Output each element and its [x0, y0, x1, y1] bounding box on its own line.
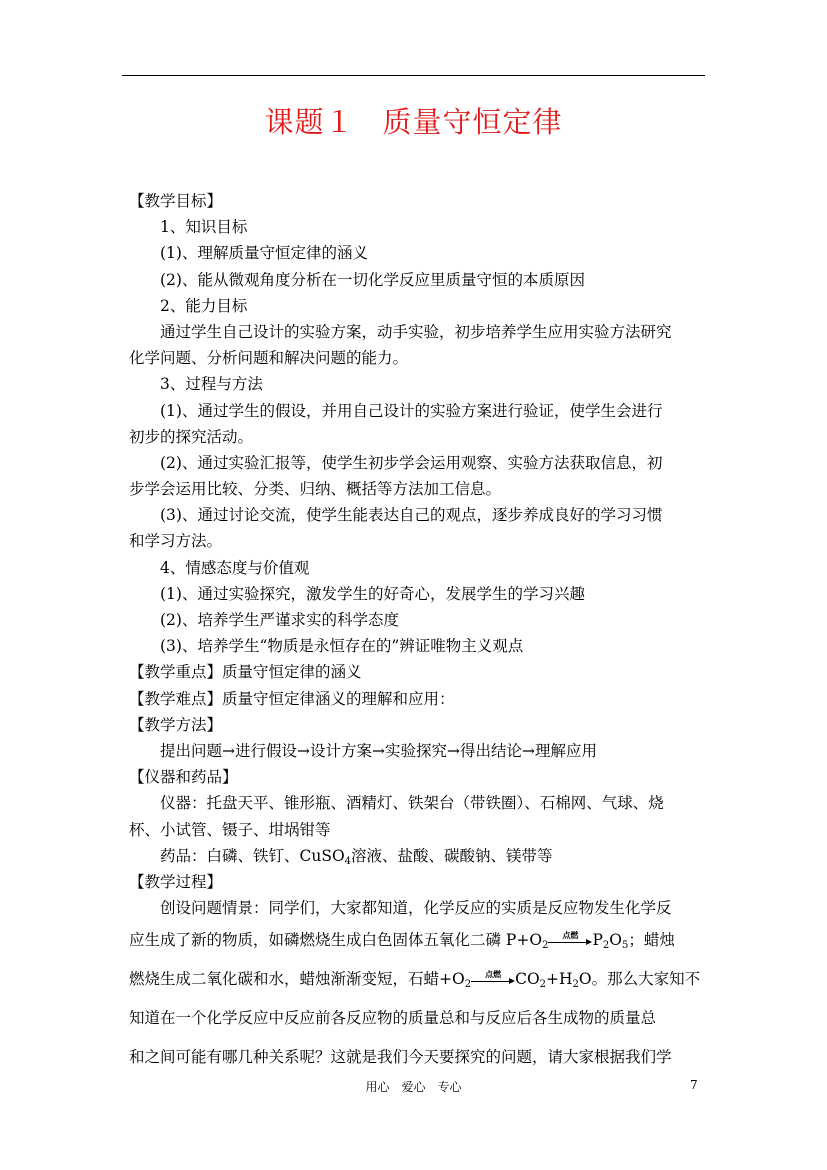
equation-line-paraffin: 燃烧生成二氧化碳和水，蜡烛渐渐变短，石蜡$+O_2$ 点燃 $CO_2+H_2O$。那么大家知不 [129, 969, 701, 991]
subsection-heading: 4、情感态度与价值观 [160, 558, 310, 577]
list-item: (2)、培养学生严谨求实的科学态度 [160, 611, 399, 629]
subsection-heading: 2、能力目标 [160, 296, 248, 315]
header-rule [122, 75, 705, 76]
footer-slogan: 用心 爱心 专心 [365, 1080, 462, 1094]
paragraph-line: 和之间可能有哪几种关系呢？这就是我们今天要探究的问题，请大家根据我们学 [129, 1048, 672, 1067]
list-item: (1)、通过学生的假设，并用自己设计的实验方案进行验证，使学生会进行 [160, 401, 663, 420]
document-body [129, 188, 709, 1077]
section-heading: 【教学目标】 [129, 192, 223, 210]
reagents-line: 药品：白磷、铁钉、CuSO$_4$溶液、盐酸、碳酸钠、镁带等 [160, 846, 553, 867]
page-number: 7 [690, 1078, 698, 1092]
list-item: (3)、培养学生“物质是永恒存在的”辨证唯物主义观点 [160, 637, 524, 656]
subsection-heading: 3、过程与方法 [160, 375, 263, 394]
paragraph-line: 通过学生自己设计的实验方案，动手实验，初步培养学生应用实验方法研究 [160, 322, 672, 341]
paragraph-line: 步学会运用比较、分类、归纳、概括等方法加工信息。 [129, 480, 502, 499]
paragraph-line: 初步的探究活动。 [129, 427, 254, 446]
paragraph-line: 创设问题情景：同学们，大家都知道，化学反应的实质是反应物发生化学反 [160, 899, 672, 918]
list-item: (3)、通过讨论交流，使学生能表达自己的观点，逐步养成良好的学习习惯 [160, 506, 663, 525]
list-item: (1)、理解质量守恒定律的涵义 [160, 244, 368, 263]
paragraph-line: 化学问题、分析问题和解决问题的能力。 [129, 349, 409, 368]
title-lesson-number: 课题１ [264, 105, 355, 139]
list-item: (2)、能从微观角度分析在一切化学反应里质量守恒的本质原因 [160, 270, 585, 289]
reaction-arrow-icon: 点燃 [471, 973, 515, 987]
paragraph-line: 杯、小试管、镊子、坩埚钳等 [129, 820, 331, 839]
section-heading: 【教学重点】质量守恒定律的涵义 [129, 663, 362, 682]
title-topic: 质量守恒定律 [382, 105, 563, 139]
equation-line-phosphorus: 应生成了新的物质，如磷燃烧生成白色固体五氧化二磷 $P+O_2$ 点燃 $P_2O_5$；蜡烛 [129, 930, 675, 952]
paragraph-line: 知道在一个化学反应中反应前各反应物的质量总和与反应后各生成物的质量总 [129, 1009, 657, 1028]
section-heading: 【仪器和药品】 [129, 768, 238, 787]
subsection-heading: 1、知识目标 [160, 218, 248, 237]
paragraph-line: 仪器：托盘天平、锥形瓶、酒精灯、铁架台（带铁圈）、石棉网、气球、烧 [160, 794, 664, 813]
paragraph-line: 和学习方法。 [129, 532, 223, 551]
section-heading: 【教学过程】 [129, 872, 223, 891]
page-title [0, 100, 827, 141]
section-heading: 【教学方法】 [129, 715, 223, 734]
reaction-arrow-icon: 点燃 [548, 934, 592, 948]
paragraph-line: 提出问题→进行假设→设计方案→实验探究→得出结论→理解应用 [160, 741, 597, 760]
section-heading: 【教学难点】质量守恒定律涵义的理解和应用： [129, 689, 455, 708]
list-item: (2)、通过实验汇报等，使学生初步学会运用观察、实验方法获取信息，初 [160, 453, 663, 472]
list-item: (1)、通过实验探究，激发学生的好奇心，发展学生的学习兴趣 [160, 584, 585, 603]
